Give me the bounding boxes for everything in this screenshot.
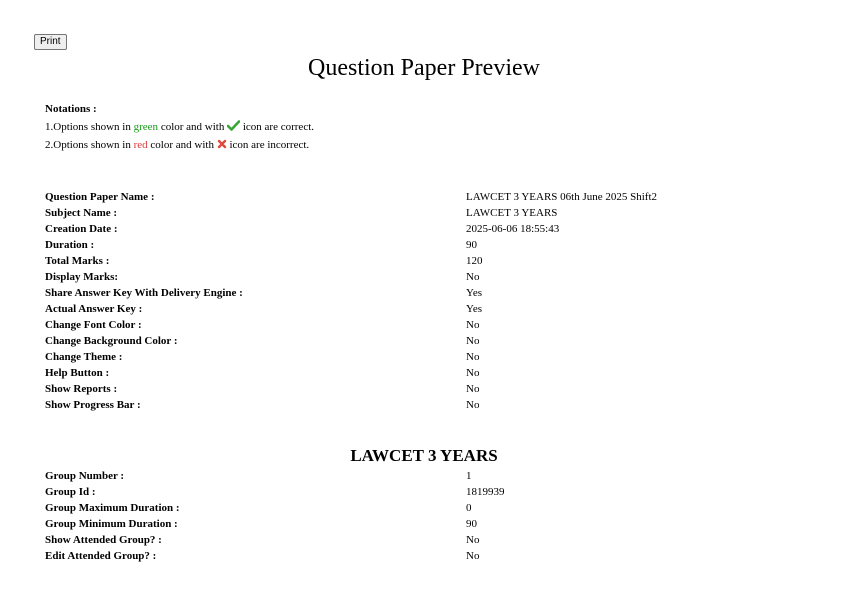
check-icon [227, 120, 240, 137]
table-row [45, 285, 657, 301]
row-value: 90 [466, 239, 477, 251]
table-row [45, 301, 657, 317]
row-label: Subject Name : [45, 207, 118, 219]
row-value: Yes [466, 287, 483, 299]
row-value: No [466, 335, 480, 347]
row-label: Group Id : [45, 486, 96, 498]
table-row [45, 189, 657, 205]
row-label: Display Marks: [45, 271, 119, 283]
table-row [45, 317, 657, 333]
row-label: Change Font Color : [45, 319, 142, 331]
row-label: Help Button : [45, 367, 110, 379]
row-label: Creation Date : [45, 223, 118, 235]
table-row [45, 269, 657, 285]
table-row [45, 381, 657, 397]
row-label: Show Attended Group? : [45, 534, 162, 546]
row-value: No [466, 367, 480, 379]
table-row [45, 548, 505, 564]
table-row [45, 516, 505, 532]
print-button[interactable]: Print [34, 34, 67, 50]
notations [45, 101, 314, 155]
row-value: No [466, 319, 480, 331]
table-row [45, 221, 657, 237]
table-row [45, 484, 505, 500]
row-value: 90 [466, 518, 477, 530]
row-value: No [466, 383, 480, 395]
red-word: red [133, 139, 148, 151]
row-label: Group Minimum Duration : [45, 518, 178, 530]
table-row [45, 365, 657, 381]
row-label: Share Answer Key With Delivery Engine : [45, 287, 243, 299]
section-title: LAWCET 3 YEARS [350, 446, 498, 465]
cross-icon [217, 138, 227, 155]
table-row [45, 468, 505, 484]
row-label: Duration : [45, 239, 95, 251]
row-value: No [466, 399, 480, 411]
notation-incorrect: 2.Options shown in red color and with icon are incorrect. [45, 137, 314, 155]
table-row [45, 237, 657, 253]
notations-heading: Notations : [45, 103, 97, 115]
table-row [45, 349, 657, 365]
row-value: 1819939 [466, 486, 505, 498]
table-row [45, 532, 505, 548]
paper-details-table [45, 189, 657, 413]
row-label: Total Marks : [45, 255, 110, 267]
row-value: LAWCET 3 YEARS 06th June 2025 Shift2 [466, 191, 658, 203]
green-word: green [133, 121, 159, 133]
row-label: Question Paper Name : [45, 191, 155, 203]
table-row [45, 397, 657, 413]
notation-correct: 1.Options shown in green color and with icon are correct. [45, 119, 314, 137]
table-row [45, 333, 657, 349]
row-value: No [466, 534, 480, 546]
row-label: Change Theme : [45, 351, 123, 363]
row-label: Show Reports : [45, 383, 118, 395]
group-details-table [45, 468, 505, 564]
row-value: 2025-06-06 18:55:43 [466, 223, 560, 235]
page-title: Question Paper Preview [308, 55, 540, 81]
table-row [45, 205, 657, 221]
row-value: Yes [466, 303, 483, 315]
row-label: Group Maximum Duration : [45, 502, 180, 514]
row-label: Edit Attended Group? : [45, 550, 157, 562]
table-row [45, 253, 657, 269]
row-value: No [466, 550, 480, 562]
row-label: Group Number : [45, 470, 125, 482]
row-label: Actual Answer Key : [45, 303, 143, 315]
row-value: No [466, 271, 480, 283]
row-value: No [466, 351, 480, 363]
row-value: 120 [466, 255, 483, 267]
row-value: 0 [466, 502, 472, 514]
table-row [45, 500, 505, 516]
row-label: Change Background Color : [45, 335, 178, 347]
row-value: 1 [466, 470, 472, 482]
row-value: LAWCET 3 YEARS [466, 207, 558, 219]
row-label: Show Progress Bar : [45, 399, 141, 411]
